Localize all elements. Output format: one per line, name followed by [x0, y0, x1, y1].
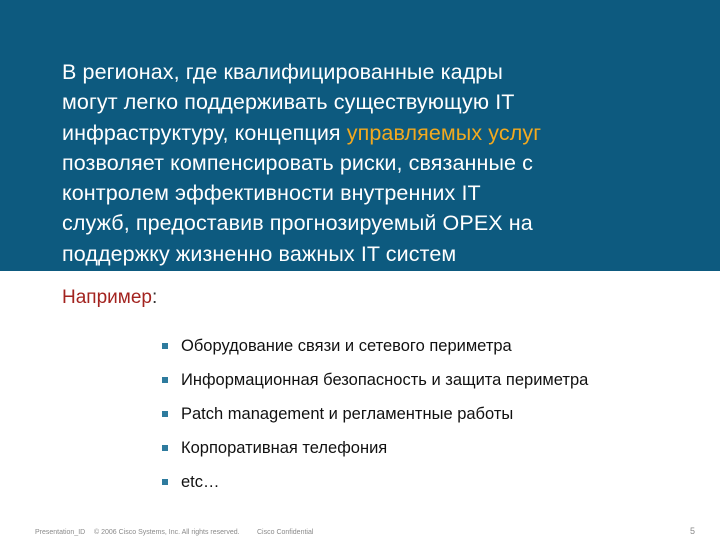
- list-item: [160, 332, 588, 366]
- page-number: 5: [690, 526, 696, 536]
- square-bullet-icon: [162, 445, 168, 451]
- list-item-text: Patch management и регламентные работы: [181, 405, 514, 423]
- square-bullet-icon: [162, 377, 168, 383]
- header-line-7: поддержку жизненно важных IT систем: [62, 241, 457, 266]
- list-item-text: Информационная безопасность и защита периметра: [181, 371, 589, 389]
- example-label: [62, 287, 157, 309]
- list-item: [160, 468, 588, 502]
- list-item-text: etc…: [181, 473, 220, 491]
- header-line-3-text: инфраструктуру, концепция: [62, 120, 347, 145]
- header-text: [62, 57, 702, 269]
- header-highlight: управляемых услуг: [346, 120, 542, 145]
- footer-confidential: Cisco Confidential: [257, 529, 314, 536]
- list-item-text: Оборудование связи и сетевого периметра: [181, 337, 512, 355]
- footer-copyright: © 2006 Cisco Systems, Inc. All rights reserved.: [94, 529, 240, 536]
- list-item: [160, 400, 588, 434]
- square-bullet-icon: [162, 479, 168, 485]
- list-item: [160, 434, 588, 468]
- list-item: [160, 366, 588, 400]
- header-line-1: В регионах, где квалифицированные кадры: [62, 60, 503, 84]
- square-bullet-icon: [162, 411, 168, 417]
- header-line-4: позволяет компенсировать риски, связанные с: [62, 150, 534, 175]
- header-line-5: контролем эффективности внутренних IT: [62, 181, 481, 206]
- square-bullet-icon: [162, 343, 168, 349]
- footer-presentation-id: Presentation_ID: [35, 529, 86, 536]
- example-label-text: Например: [62, 287, 152, 308]
- example-label-colon: :: [151, 287, 158, 308]
- list-item-text: Корпоративная телефония: [181, 439, 388, 457]
- header-line-2: могут легко поддерживать существующую IT: [62, 90, 515, 115]
- header-line-3: [62, 118, 702, 148]
- header-line-6: служб, предоставив прогнозируемый OPEX на: [62, 211, 533, 236]
- bullet-list: [160, 332, 588, 502]
